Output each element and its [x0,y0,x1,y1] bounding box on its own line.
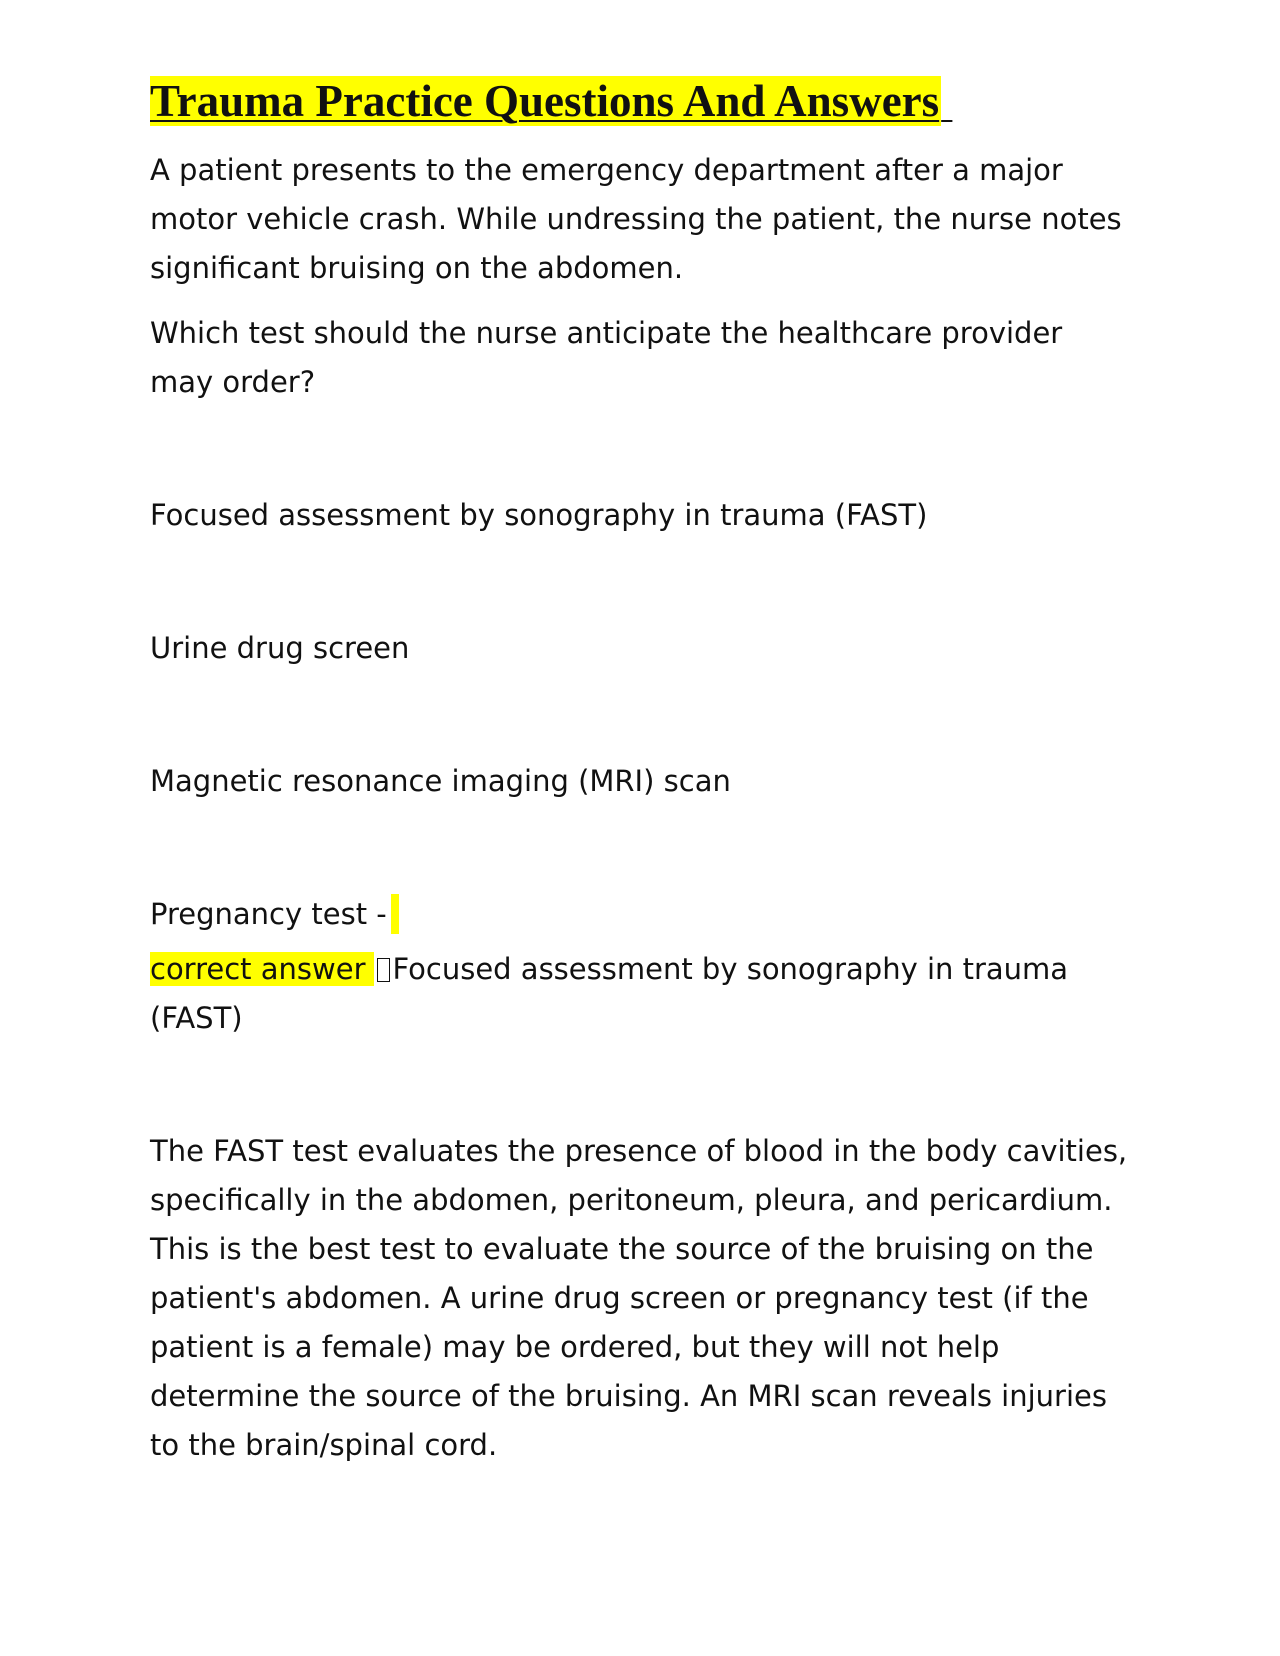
document-body [150,70,1130,1470]
correct-answer [150,945,1130,1043]
title-highlight: Trauma Practice Questions And Answers [150,76,940,126]
option-fast: Focused assessment by sonography in trauma (FAST) [150,498,928,532]
correct-answer-text: Focused assessment by sonography in trauma (FAST) [150,952,1069,1035]
option-pregnancy-test-label: Pregnancy test - [150,897,387,931]
correct-answer-label: correct answer [150,952,374,986]
option-pregnancy-test [150,890,1130,939]
option-urine-drug-screen: Urine drug screen [150,631,410,665]
missing-glyph-box-icon [377,958,390,982]
question-text: Which test should the nurse anticipate the healthcare provider may order? [150,316,1063,399]
highlight-marker [391,894,399,934]
answer-explanation: The FAST test evaluates the presence of blood in the body cavities, specifically in the abdomen, peritoneum, pleura, and pericardium. This is the best test to evaluate the source of the bruising on the patient's abdomen. A urine drug screen or pregnancy test (if the patient is a female) may be ordered, but they will not help determine the source of the bruising. An MRI scan reveals injuries to the brain/spinal cord. [150,1134,1128,1462]
question-intro: A patient presents to the emergency department after a major motor vehicle crash. While undressing the patient, the nurse notes significant bruising on the abdomen. [150,153,1122,285]
option-mri-scan: Magnetic resonance imaging (MRI) scan [150,764,731,798]
document-title [150,70,1130,132]
